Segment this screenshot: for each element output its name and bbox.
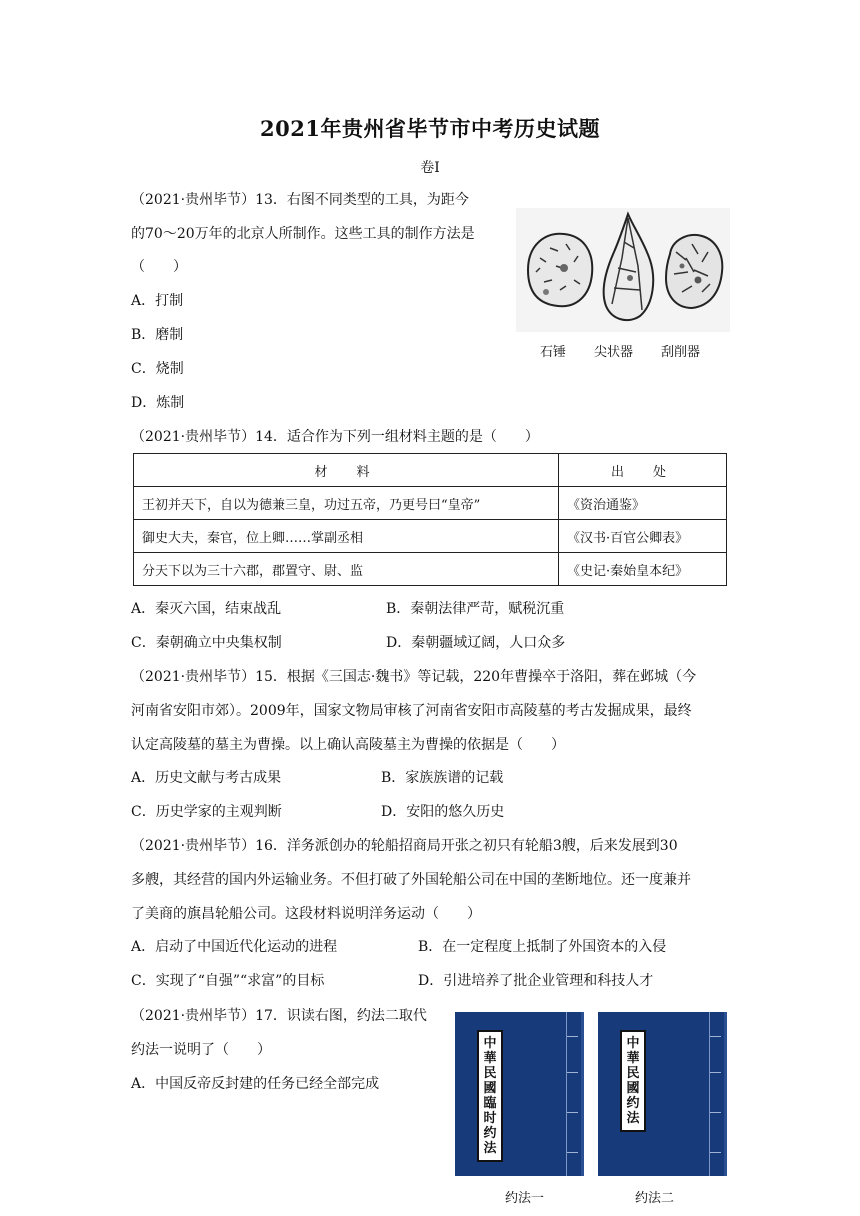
q14-option-c: C．秦朝确立中央集权制 — [131, 635, 282, 651]
book-stitch — [710, 1112, 721, 1113]
book-2-caption: 约法二 — [635, 1191, 675, 1206]
document-title: 2021年贵州省毕节市中考历史试题 — [260, 116, 600, 141]
q14-material-table — [133, 453, 727, 586]
table-cell-source: 《汉书·百官公卿表》 — [559, 520, 727, 553]
q14-option-a: A．秦灭六国，结束战乱 — [131, 601, 282, 617]
book-2-title: 中華民國约法 — [620, 1030, 646, 1132]
book-stitch — [567, 1152, 578, 1153]
q13-answer-blank: （ ） — [131, 259, 187, 275]
book-stitch — [567, 1112, 578, 1113]
table-row — [134, 553, 727, 586]
q16-option-c: C．实现了“自强”“求富”的目标 — [131, 973, 325, 989]
constitution-book-1 — [455, 1012, 584, 1176]
q16-stem-line1: （2021·贵州毕节）16．洋务派创办的轮船招商局开张之初只有轮船3艘，后来发展到30 — [131, 838, 678, 854]
q13-option-b: B．磨制 — [131, 327, 184, 343]
table-cell-source: 《资治通鉴》 — [559, 487, 727, 520]
table-cell-material: 分天下以为三十六郡，郡置守、尉、监 — [134, 553, 559, 586]
table-header-material: 材 料 — [134, 454, 559, 487]
book-stitch — [710, 1152, 721, 1153]
table-row — [134, 487, 727, 520]
q15-option-a: A．历史文献与考古成果 — [131, 770, 282, 786]
q13-option-a: A．打制 — [131, 293, 184, 309]
book-stitch — [710, 1072, 721, 1073]
q16-stem-line2: 多艘，其经营的国内外运输业务。不但打破了外国轮船公司在中国的垄断地位。还一度兼并 — [131, 872, 691, 888]
book-1-caption: 约法一 — [505, 1191, 545, 1206]
q17-option-a: A．中国反帝反封建的任务已经全部完成 — [131, 1076, 380, 1092]
stone-tools-illustration — [516, 208, 730, 332]
q16-option-d: D．引进培养了批企业管理和科技人才 — [418, 973, 654, 989]
q14-option-b: B．秦朝法律严苛，赋税沉重 — [386, 601, 565, 617]
q17-stem-line1: （2021·贵州毕节）17．识读右图，约法二取代 — [131, 1008, 427, 1024]
tool-label-scraper: 刮削器 — [661, 345, 701, 360]
q13-option-d: D．炼制 — [131, 395, 185, 411]
q16-option-b: B．在一定程度上抵制了外国资本的入侵 — [418, 939, 667, 955]
q15-stem-line2: 河南省安阳市郊）。2009年，国家文物局审核了河南省安阳市高陵墓的考古发掘成果，最终 — [131, 703, 692, 719]
q15-stem-line3: 认定高陵墓的墓主为曹操。以上确认高陵墓主为曹操的依据是（ ） — [131, 737, 565, 753]
q13-option-c: C．烧制 — [131, 361, 184, 377]
tool-label-pointed-tool: 尖状器 — [594, 345, 634, 360]
pointed-tool-image — [604, 214, 654, 320]
scraper-image — [666, 235, 722, 308]
stone-hammer-image — [528, 234, 592, 306]
section-label: 卷Ⅰ — [420, 160, 440, 176]
book-stitch — [567, 1036, 578, 1037]
q13-stem-line1: （2021·贵州毕节）13．右图不同类型的工具，为距今 — [131, 192, 469, 208]
table-cell-material: 御史大夫，秦官，位上卿……掌副丞相 — [134, 520, 559, 553]
constitution-book-2 — [598, 1012, 727, 1176]
table-header-row — [134, 454, 727, 487]
table-header-source: 出 处 — [559, 454, 727, 487]
q17-stem-line2: 约法一说明了（ ） — [131, 1042, 271, 1058]
table-cell-material: 王初并天下，自以为德兼三皇，功过五帝，乃更号曰“皇帝” — [134, 487, 559, 520]
q16-option-a: A．启动了中国近代化运动的进程 — [131, 939, 338, 955]
book-stitch — [710, 1036, 721, 1037]
q14-stem: （2021·贵州毕节）14．适合作为下列一组材料主题的是（ ） — [131, 429, 539, 445]
q15-option-b: B．家族族谱的记载 — [381, 770, 504, 786]
tool-label-stone-hammer: 石锤 — [540, 345, 567, 360]
q13-stem-line2-text: 的70～20万年的北京人所制作。这些工具的制作方法是 — [131, 226, 475, 242]
q15-option-c: C．历史学家的主观判断 — [131, 804, 282, 820]
table-cell-source: 《史记·秦始皇本纪》 — [559, 553, 727, 586]
q16-stem-line3: 了美商的旗昌轮船公司。这段材料说明洋务运动（ ） — [131, 906, 481, 922]
q15-stem-line1: （2021·贵州毕节）15．根据《三国志·魏书》等记载，220年曹操卒于洛阳，葬在邺城（今 — [131, 669, 697, 685]
book-1-title: 中華民國臨时约法 — [477, 1030, 503, 1162]
table-row — [134, 520, 727, 553]
q14-option-d: D．秦朝疆域辽阔，人口众多 — [386, 635, 566, 651]
book-stitch — [567, 1072, 578, 1073]
q15-option-d: D．安阳的悠久历史 — [381, 804, 505, 820]
